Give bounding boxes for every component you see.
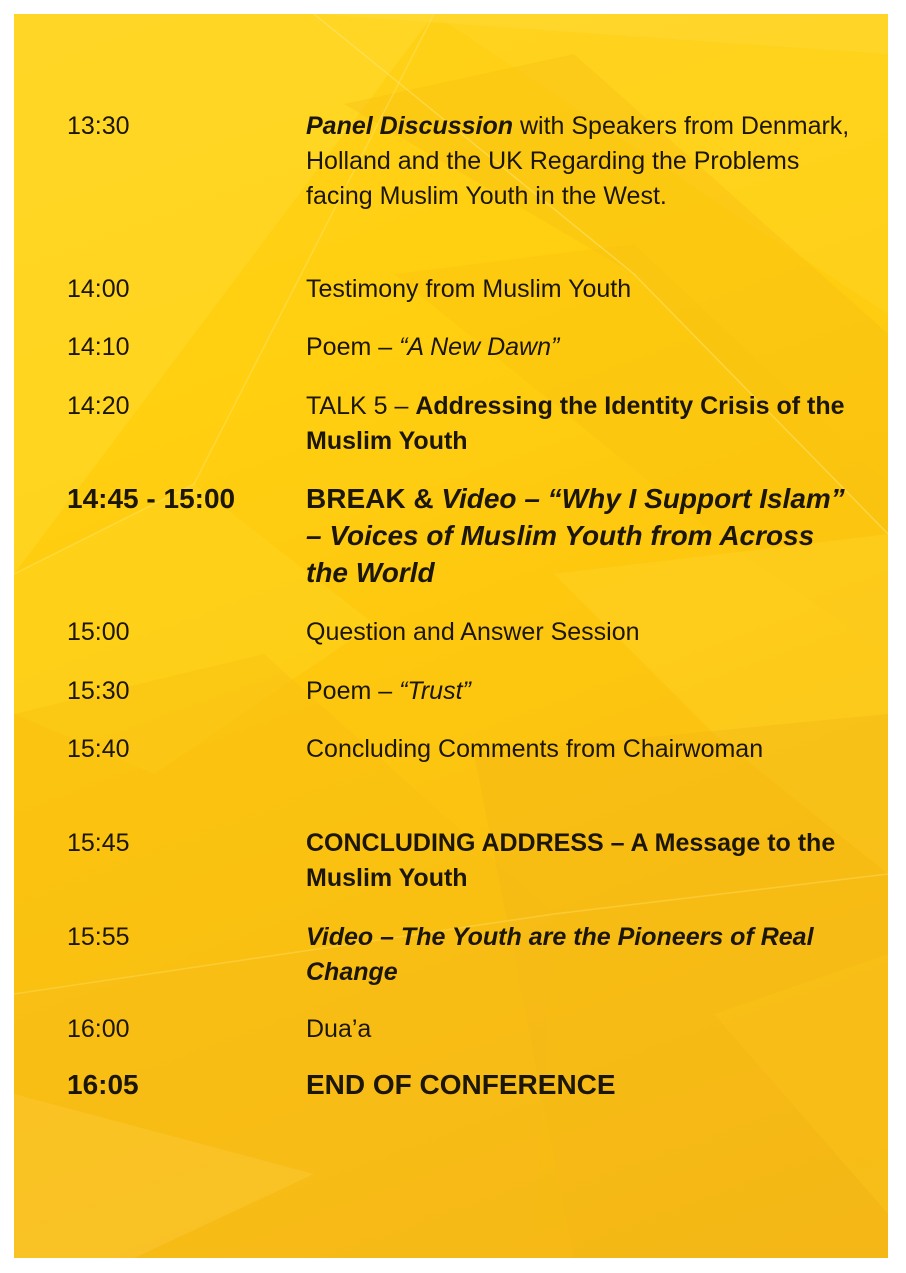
agenda-time: 14:00	[67, 275, 130, 303]
agenda-description-text: Testimony from Muslim Youth	[306, 275, 632, 303]
agenda-description-text: Poem –	[306, 677, 400, 705]
agenda-time: 16:00	[67, 1015, 130, 1043]
agenda-description	[306, 1012, 851, 1047]
agenda-time: 14:45 - 15:00	[67, 483, 236, 514]
agenda-time: 15:00	[67, 618, 130, 646]
agenda-description	[306, 1066, 851, 1103]
agenda-description	[306, 920, 851, 990]
agenda-time: 15:55	[67, 923, 130, 951]
agenda-description	[306, 330, 851, 365]
agenda-description	[306, 480, 851, 591]
agenda-description	[306, 674, 851, 709]
agenda-description-text: Poem –	[306, 333, 400, 361]
agenda-time: 14:10	[67, 333, 130, 361]
agenda-time: 16:05	[67, 1069, 139, 1100]
agenda-description-text: “A New Dawn”	[399, 333, 560, 361]
agenda-description-text: Dua’a	[306, 1015, 372, 1043]
agenda-description-text: Video – “Why I Support Islam” – Voices of Muslim Youth from Across the World	[306, 483, 845, 588]
agenda-list	[14, 14, 888, 1258]
agenda-description-text: Concluding Comments from Chairwoman	[306, 735, 764, 763]
agenda-description	[306, 389, 851, 459]
agenda-description-text: Question and Answer Session	[306, 618, 640, 646]
agenda-description-text: Addressing the Identity Crisis of the Muslim Youth	[306, 392, 845, 455]
agenda-description	[306, 109, 851, 214]
agenda-description	[306, 826, 851, 896]
agenda-description	[306, 732, 851, 767]
agenda-time: 14:20	[67, 392, 130, 420]
agenda-description-text: Video – The Youth are the Pioneers of Real Change	[306, 923, 814, 986]
agenda-description-text: END OF CONFERENCE	[306, 1069, 616, 1100]
agenda-description	[306, 272, 851, 307]
agenda-description-text: TALK 5 –	[306, 392, 416, 420]
agenda-time: 15:45	[67, 829, 130, 857]
agenda-description-text: CONCLUDING ADDRESS – A Message to the Muslim Youth	[306, 829, 836, 892]
agenda-description-text: with Speakers from Denmark, Holland and the UK Regarding the Problems facing Muslim Youth in the West.	[306, 112, 850, 210]
agenda-description-text: Panel Discussion	[306, 112, 514, 140]
agenda-description	[306, 615, 851, 650]
agenda-time: 13:30	[67, 112, 130, 140]
agenda-time: 15:30	[67, 677, 130, 705]
agenda-poster	[14, 14, 888, 1258]
agenda-description-text: BREAK &	[306, 483, 442, 514]
agenda-time: 15:40	[67, 735, 130, 763]
agenda-description-text: “Trust”	[399, 677, 471, 705]
